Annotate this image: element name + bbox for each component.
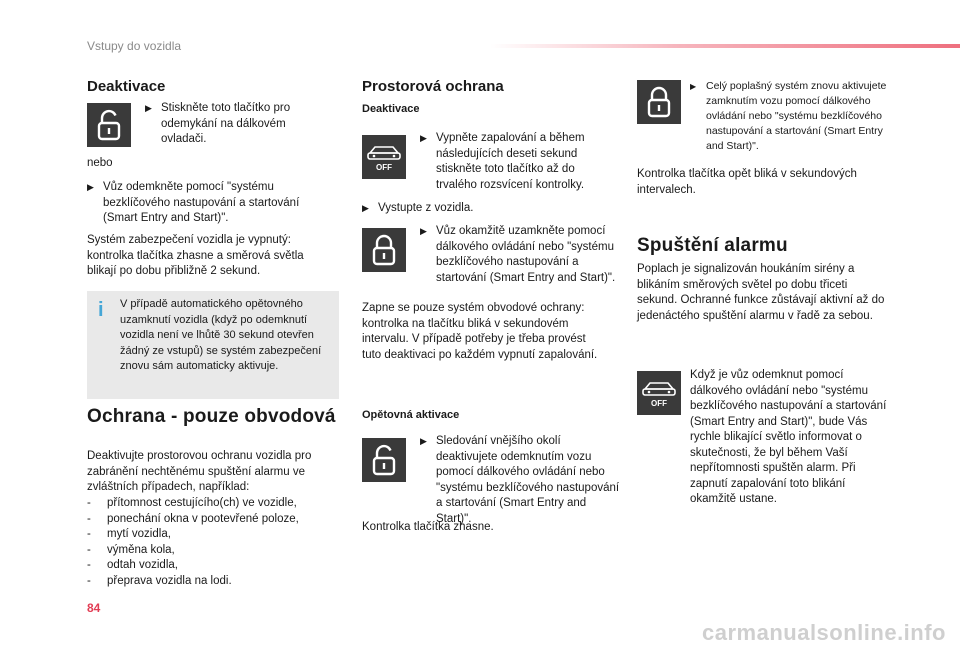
- alarm-note: Když je vůz odemknut pomocí dálkového ovládání nebo "systému bezklíčového nastupování a startování (Smart Entry and Start)", bude Vás rychle blikající světlo informovat o skutečnosti, že byl během Vaší nepřítomnosti spuštěn alarm. Při zapnutí zapalování toto blikání okamžitě ustane.: [690, 369, 887, 505]
- header-title: Vstupy do vozidla: [87, 39, 182, 53]
- right-paragraph: Kontrolka tlačítka opět bliká v sekundových intervalech.: [637, 168, 857, 196]
- lock-padlock-icon: [362, 228, 406, 272]
- info-text: V případě automatického opětovného uzamknutí vozidla (když po odemknutí vozidla není ve lhůtě 30 sekund otevřen žádný ze vstupů) se systém zabezpečení znovu sám automaticky aktivuje.: [120, 298, 322, 372]
- alarm-title: Spuštění alarmu: [637, 235, 788, 256]
- pointer-bullet-icon: ▶: [690, 82, 697, 91]
- list-item: - přítomnost cestujícího(ch) ve vozidle,: [87, 497, 297, 509]
- middle-step-3: [420, 224, 620, 286]
- page-number: 84: [87, 601, 101, 615]
- unlock-padlock-icon: [362, 438, 406, 482]
- middle-step-2: [362, 201, 602, 217]
- left-paragraph: Systém zabezpečení vozidla je vypnutý: kontrolka tlačítka zhasne a směrová světla blikají po dobu přibližně 2 sekund.: [87, 234, 304, 277]
- prostorova-title: Prostorová ochrana: [362, 78, 504, 95]
- off-label: OFF: [651, 399, 667, 408]
- right-step-1-text: Celý poplašný systém znovu aktivujete zamknutím vozu pomocí dálkového ovládání nebo "systému bezklíčového nastupování a startování (Smart Entry and Start)".: [706, 80, 887, 152]
- deaktivace-title: Deaktivace: [87, 78, 166, 95]
- middle-paragraph: Zapne se pouze systém obvodové ochrany: kontrolka na tlačítku bliká v sekundovém intervalu. V případě potřeby je třeba provést tuto deaktivaci po každém vypnutí zapalování.: [362, 302, 598, 361]
- list-item: - přeprava vozidla na lodi.: [87, 574, 232, 587]
- middle-step-1: [420, 131, 615, 193]
- car-off-icon: [362, 135, 406, 179]
- list-item: - odtah vozidla,: [87, 559, 178, 571]
- middle-step-3-text: Vůz okamžitě uzamkněte pomocí dálkového ovládání nebo "systému bezklíčového nastupování a startování (Smart Entry and Start)".: [436, 225, 616, 284]
- list-item: - mytí vozidla,: [87, 528, 171, 540]
- pointer-bullet-icon: ▶: [420, 436, 427, 446]
- off-label: OFF: [376, 163, 392, 172]
- pointer-bullet-icon: ▶: [420, 226, 427, 236]
- list-item: - ponechání okna v pootevřené poloze,: [87, 512, 299, 525]
- left-step-1: [145, 101, 315, 148]
- pointer-bullet-icon: ▶: [362, 203, 369, 213]
- right-step-1: [690, 79, 900, 154]
- middle-step-1-text: Vypněte zapalování a během následujících deseti sekund stiskněte toto tlačítko až do trvalého rozsvícení kontrolky.: [436, 132, 585, 191]
- ochrana-intro: Deaktivujte prostorovou ochranu vozidla pro zabránění nechtěnému spuštění alarmu ve zvláštních případech, například:: [87, 450, 312, 493]
- or-text: nebo: [87, 157, 113, 169]
- watermark: carmanualsonline.info: [702, 620, 946, 645]
- info-box: [87, 291, 339, 399]
- ochrana-list: [87, 496, 337, 589]
- middle-step-4: [420, 434, 620, 527]
- left-step-1-text: Stiskněte toto tlačítko pro odemykání na dálkovém ovladači.: [161, 102, 291, 145]
- left-step-2-text: Vůz odemkněte pomocí "systému bezklíčového nastupování a startování (Smart Entry and Start)".: [103, 181, 300, 224]
- middle-step-2-text: Vystupte z vozidla.: [378, 202, 474, 214]
- left-step-2: [87, 180, 332, 227]
- unlock-padlock-icon: [87, 103, 131, 147]
- reactivation-subtitle: Opětovná aktivace: [362, 409, 460, 421]
- info-icon: i: [98, 299, 104, 321]
- alarm-text: Poplach je signalizován houkáním sirény a blikáním směrových světel po dobu třiceti sekund. Ochranné funkce zůstávají aktivní až do jedenáctého spuštění alarmu v řadě za sebou.: [637, 263, 885, 322]
- deaktivace-subtitle: Deaktivace: [362, 103, 420, 115]
- middle-step-4-text: Sledování vnějšího okolí deaktivujete odemknutím vozu pomocí dálkového ovládání nebo "systému bezklíčového nastupování a startování (Smart Entry and Start)".: [436, 435, 620, 525]
- pointer-bullet-icon: ▶: [420, 133, 427, 143]
- lock-padlock-icon: [637, 80, 681, 124]
- header-accent-bar: [490, 44, 960, 48]
- car-off-icon: [637, 371, 681, 415]
- list-item: - výměna kola,: [87, 543, 175, 556]
- pointer-bullet-icon: ▶: [87, 182, 94, 192]
- middle-final: Kontrolka tlačítka zhasne.: [362, 521, 494, 533]
- ochrana-title: Ochrana - pouze obvodová: [87, 406, 336, 427]
- pointer-bullet-icon: ▶: [145, 103, 152, 113]
